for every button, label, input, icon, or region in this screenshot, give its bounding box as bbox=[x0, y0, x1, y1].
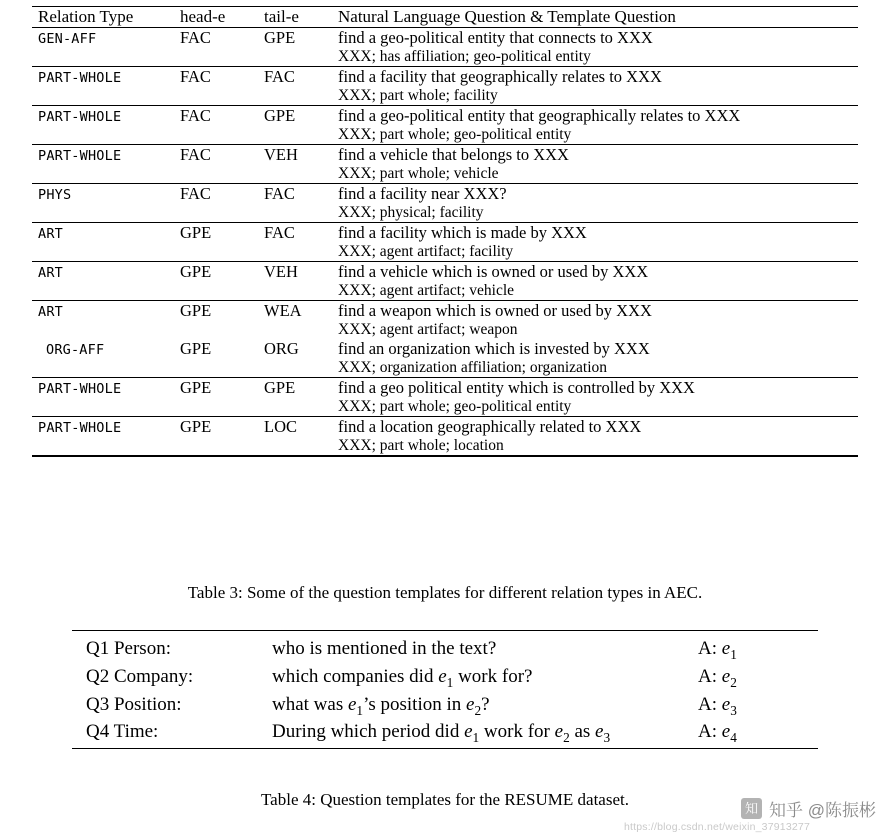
tail-entity: GPE bbox=[264, 378, 296, 397]
tail-entity: FAC bbox=[264, 67, 295, 86]
tail-entity: ORG bbox=[264, 339, 299, 358]
natural-language-question: find a geo-political entity that geographically relates to XXX bbox=[338, 106, 741, 125]
natural-language-question: find an organization which is invested by XXX bbox=[338, 339, 650, 358]
template-question: XXX; organization affiliation; organization bbox=[338, 359, 608, 376]
table-row bbox=[72, 692, 818, 720]
table-3-header-row bbox=[32, 7, 858, 28]
head-entity: FAC bbox=[180, 184, 211, 203]
table-row-template bbox=[32, 359, 858, 378]
table-row-template bbox=[32, 204, 858, 223]
answer-text: A: $e_2$ bbox=[698, 665, 737, 690]
table-3-caption: Table 3: Some of the question templates for different relation types in AEC. bbox=[187, 583, 703, 602]
table-row bbox=[32, 106, 858, 126]
table-row-template bbox=[32, 243, 858, 262]
question-label: Q1 Person: bbox=[86, 638, 171, 659]
table-row bbox=[32, 67, 858, 87]
table-row bbox=[72, 637, 818, 665]
table-4 bbox=[72, 630, 818, 754]
head-entity: GPE bbox=[180, 223, 212, 242]
table-row-template bbox=[32, 282, 858, 301]
table-row bbox=[32, 417, 858, 437]
table-row bbox=[32, 262, 858, 282]
question-label: Q4 Time: bbox=[86, 721, 159, 743]
table-row-template bbox=[32, 87, 858, 106]
natural-language-question: find a vehicle which is owned or used by XXX bbox=[338, 262, 649, 281]
question-text: which companies did $e_1$ work for? bbox=[272, 665, 533, 690]
relation-type: PART-WHOLE bbox=[38, 381, 122, 397]
question-text: who is mentioned in the text? bbox=[272, 638, 497, 659]
head-entity: GPE bbox=[180, 417, 212, 436]
template-question: XXX; physical; facility bbox=[338, 204, 484, 221]
relation-type: PHYS bbox=[38, 187, 72, 203]
table-row-template bbox=[32, 437, 858, 456]
table-3-col-question: Natural Language Question & Template Question bbox=[338, 7, 858, 28]
relation-type: ART bbox=[38, 226, 63, 242]
template-question: XXX; agent artifact; vehicle bbox=[338, 282, 515, 299]
table-3-col-head-e: head-e bbox=[180, 7, 264, 28]
template-question: XXX; part whole; facility bbox=[338, 87, 498, 104]
head-entity: FAC bbox=[180, 106, 211, 125]
tail-entity: FAC bbox=[264, 223, 295, 242]
head-entity: GPE bbox=[180, 339, 212, 358]
zhihu-logo-icon: 知 bbox=[741, 798, 762, 819]
table-row-template bbox=[32, 126, 858, 145]
tail-entity: VEH bbox=[264, 145, 298, 164]
tail-entity: VEH bbox=[264, 262, 298, 281]
natural-language-question: find a weapon which is owned or used by XXX bbox=[338, 301, 652, 320]
question-text: what was $e_1’s$ position in $e_2$? bbox=[272, 693, 490, 718]
head-entity: GPE bbox=[180, 301, 212, 320]
table-3 bbox=[32, 6, 858, 460]
table-row bbox=[32, 301, 858, 321]
tail-entity: LOC bbox=[264, 417, 297, 436]
answer-text: A: $e_4$ bbox=[698, 721, 737, 746]
relation-type: PART-WHOLE bbox=[38, 148, 122, 164]
template-question: XXX; part whole; location bbox=[338, 437, 504, 454]
template-question: XXX; has affiliation; geo-political entity bbox=[338, 48, 591, 65]
table-row-template bbox=[32, 165, 858, 184]
watermark-text: 知乎 @陈振彬 bbox=[769, 801, 876, 820]
watermark-url: https://blog.csdn.net/weixin_37913277 bbox=[623, 821, 810, 833]
table-row bbox=[32, 28, 858, 49]
natural-language-question: find a facility which is made by XXX bbox=[338, 223, 587, 242]
question-label: Q3 Position: bbox=[86, 693, 182, 715]
head-entity: FAC bbox=[180, 28, 211, 47]
template-question: XXX; agent artifact; weapon bbox=[338, 321, 518, 338]
natural-language-question: find a facility near XXX? bbox=[338, 184, 507, 203]
natural-language-question: find a geo political entity which is controlled by XXX bbox=[338, 378, 695, 397]
natural-language-question: find a vehicle that belongs to XXX bbox=[338, 145, 569, 164]
table-row bbox=[32, 339, 858, 359]
head-entity: FAC bbox=[180, 67, 211, 86]
question-label: Q2 Company: bbox=[86, 665, 194, 687]
relation-type: ORG-AFF bbox=[46, 342, 105, 358]
table-row-template bbox=[32, 398, 858, 417]
question-text: During which period did $e_1$ work for $e_2$ as $e_3$ bbox=[272, 721, 611, 746]
table-row bbox=[32, 223, 858, 243]
head-entity: GPE bbox=[180, 262, 212, 281]
answer-text: A: $e_3$ bbox=[698, 693, 737, 718]
relation-type: ART bbox=[38, 265, 63, 281]
table-row bbox=[32, 378, 858, 398]
tail-entity: GPE bbox=[264, 28, 296, 47]
natural-language-question: find a facility that geographically relates to XXX bbox=[338, 67, 662, 86]
relation-type: ART bbox=[38, 304, 63, 320]
relation-type: PART-WHOLE bbox=[38, 109, 122, 125]
natural-language-question: find a geo-political entity that connects to XXX bbox=[338, 28, 653, 47]
tail-entity: FAC bbox=[264, 184, 295, 203]
table-row-template bbox=[32, 48, 858, 67]
watermark bbox=[741, 796, 876, 821]
template-question: XXX; part whole; vehicle bbox=[338, 165, 499, 182]
relation-type: GEN-AFF bbox=[38, 31, 97, 47]
table-3-col-relation-type: Relation Type bbox=[32, 7, 180, 28]
head-entity: FAC bbox=[180, 145, 211, 164]
template-question: XXX; agent artifact; facility bbox=[338, 243, 514, 260]
answer-text: A: $e_1$ bbox=[698, 638, 737, 662]
table-row bbox=[32, 145, 858, 165]
table-4-caption: Table 4: Question templates for the RESUME dataset. bbox=[260, 790, 629, 809]
tail-entity: GPE bbox=[264, 106, 296, 125]
template-question: XXX; part whole; geo-political entity bbox=[338, 126, 572, 143]
table-3-col-tail-e: tail-e bbox=[264, 7, 338, 28]
head-entity: GPE bbox=[180, 378, 212, 397]
template-question: XXX; part whole; geo-political entity bbox=[338, 398, 572, 415]
table-row bbox=[72, 664, 818, 692]
table-row bbox=[72, 720, 818, 748]
tail-entity: WEA bbox=[264, 301, 302, 320]
table-row-template bbox=[32, 321, 858, 339]
table-row bbox=[32, 184, 858, 204]
relation-type: PART-WHOLE bbox=[38, 420, 122, 436]
natural-language-question: find a location geographically related to XXX bbox=[338, 417, 642, 436]
relation-type: PART-WHOLE bbox=[38, 70, 122, 86]
